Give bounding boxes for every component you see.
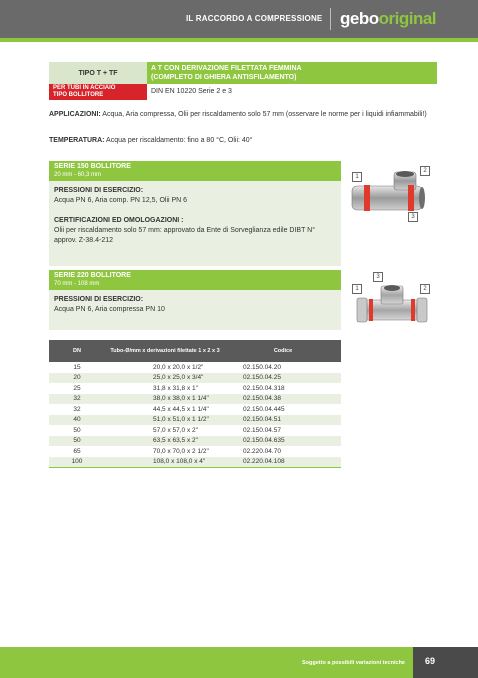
- series-220-title: SERIE 220 BOLLITORE: [54, 272, 131, 279]
- cell-dn: 50: [73, 426, 81, 434]
- series-220-pressure-text: Acqua PN 6, Aria compressa PN 10: [54, 306, 165, 313]
- product-description: [147, 62, 437, 84]
- temperature-paragraph: [49, 136, 444, 146]
- series-220-range: 70 mm - 108 mm: [54, 281, 100, 287]
- cell-dn: 32: [73, 405, 81, 413]
- callout-150-1: 1: [352, 172, 362, 182]
- section-title: IL RACCORDO A COMPRESSIONE: [186, 14, 323, 23]
- series-150-cert-text: Olii per riscaldamento solo 57 mm: approvato da Ente di Sorveglianza edile DIBT N° approv. Z-38.4-212: [54, 227, 316, 244]
- header-divider: [330, 8, 331, 30]
- table-row: [49, 383, 341, 394]
- series-220-body: [49, 290, 341, 330]
- applications-paragraph: [49, 110, 444, 120]
- cell-dn: 65: [73, 447, 81, 455]
- cell-code: 02.150.04.445: [243, 405, 285, 413]
- table-row: [49, 415, 341, 426]
- product-norm: DIN EN 10220 Serie 2 e 3: [151, 88, 232, 95]
- cell-tube: 63,5 x 63,5 x 2": [105, 436, 225, 447]
- cell-dn: 25: [73, 384, 81, 392]
- col-header-tube: Tubo-Ø/mm x derivazioni filettate 1 x 2 x 3: [105, 340, 225, 362]
- cell-code: 02.150.04.38: [225, 394, 341, 405]
- gebo-logo: [340, 9, 436, 29]
- callout-220-2: 2: [420, 284, 430, 294]
- cell-dn: 50: [49, 436, 105, 447]
- callout-150-2: 2: [420, 166, 430, 176]
- footer-bar: [0, 647, 478, 678]
- temperature-label: TEMPERATURA:: [49, 137, 105, 144]
- series-220-pressure-label: PRESSIONI DI ESERCIZIO:: [54, 296, 144, 303]
- series-150-header: [49, 161, 341, 181]
- cell-code: 02.150.04.20: [243, 363, 281, 371]
- applications-text: Acqua, Aria compressa, Olii per riscaldamento solo 57 mm (osservare le norme per i liquidi infiammabili!): [100, 111, 427, 118]
- cell-tube: 57,0 x 57,0 x 2": [153, 426, 198, 434]
- cell-dn: 20: [49, 373, 105, 384]
- cell-tube: 25,0 x 25,0 x 3/4": [105, 373, 225, 384]
- product-type: TIPO T + TF: [49, 62, 147, 84]
- pipe-type-line1: PER TUBI IN ACCIAIO: [53, 85, 116, 91]
- table-row: [49, 457, 341, 468]
- cell-code: 02.150.04.635: [225, 436, 341, 447]
- cell-tube: 44,5 x 44,5 x 1 1/4": [153, 405, 209, 413]
- series-150-body: [49, 181, 341, 266]
- tee-fitting-150-photo: [350, 170, 432, 222]
- cell-code: 02.220.04.108: [225, 457, 341, 468]
- cell-tube: 20,0 x 20,0 x 1/2": [153, 363, 204, 371]
- cell-tube: 70,0 x 70,0 x 2 1/2": [153, 447, 209, 455]
- dimensions-table: [49, 340, 341, 468]
- cell-tube: 31,8 x 31,8 x 1": [153, 384, 198, 392]
- table-row: [49, 394, 341, 405]
- cell-tube: 51,0 x 51,0 x 1 1/2": [105, 415, 225, 426]
- pipe-type-badge: [49, 84, 147, 100]
- cell-dn: 15: [73, 363, 81, 371]
- pipe-type-line2: TIPO BOLLITORE: [53, 92, 104, 98]
- series-150-pressure-text: Acqua PN 6, Aria comp. PN 12,5, Olii PN 6: [54, 197, 188, 204]
- cell-tube: 38,0 x 38,0 x 1 1/4": [105, 394, 225, 405]
- cell-code: 02.150.04.51: [225, 415, 341, 426]
- series-150-range: 20 mm - 60,3 mm: [54, 172, 102, 178]
- col-header-dn: DN: [49, 340, 105, 362]
- table-row: [49, 436, 341, 447]
- table-row: [49, 362, 341, 373]
- table-row: [49, 425, 341, 436]
- callout-150-3: 3: [408, 212, 418, 222]
- col-header-code: Codice: [225, 340, 341, 362]
- logo-part-b: original: [378, 9, 437, 28]
- page-number: 69: [424, 656, 435, 666]
- series-150-cert-label: CERTIFICAZIONI ED OMOLOGAZIONI :: [54, 217, 184, 224]
- cell-dn: 40: [49, 415, 105, 426]
- table-row: [49, 373, 341, 384]
- table-row: [49, 404, 341, 415]
- temperature-text: Acqua per riscaldamento: fino a 80 °C, Olii: 40°: [104, 137, 253, 144]
- product-desc-line2: (COMPLETO DI GHIERA ANTISFILAMENTO): [151, 74, 297, 81]
- series-220-header: [49, 270, 341, 290]
- product-desc-line1: A T CON DERIVAZIONE FILETTATA FEMMINA: [151, 65, 302, 72]
- series-150-title: SERIE 150 BOLLITORE: [54, 163, 131, 170]
- table-header-row: [49, 340, 341, 362]
- cell-code: 02.150.04.25: [225, 373, 341, 384]
- table-row: [49, 446, 341, 457]
- cell-dn: 32: [49, 394, 105, 405]
- callout-220-3: 3: [373, 272, 383, 282]
- cell-code: 02.220.04.70: [243, 447, 281, 455]
- series-150-pressure-label: PRESSIONI DI ESERCIZIO:: [54, 187, 144, 194]
- logo-part-a: gebo: [340, 9, 379, 28]
- cell-tube: 108,0 x 108,0 x 4": [105, 457, 225, 468]
- cell-dn: 100: [49, 457, 105, 468]
- cell-code: 02.150.04.318: [243, 384, 285, 392]
- header-stripe: [0, 38, 478, 42]
- callout-220-1: 1: [352, 284, 362, 294]
- footer-note: Soggetto a possibili variazioni tecniche: [302, 660, 405, 666]
- cell-code: 02.150.04.57: [243, 426, 281, 434]
- applications-label: APPLICAZIONI:: [49, 111, 101, 118]
